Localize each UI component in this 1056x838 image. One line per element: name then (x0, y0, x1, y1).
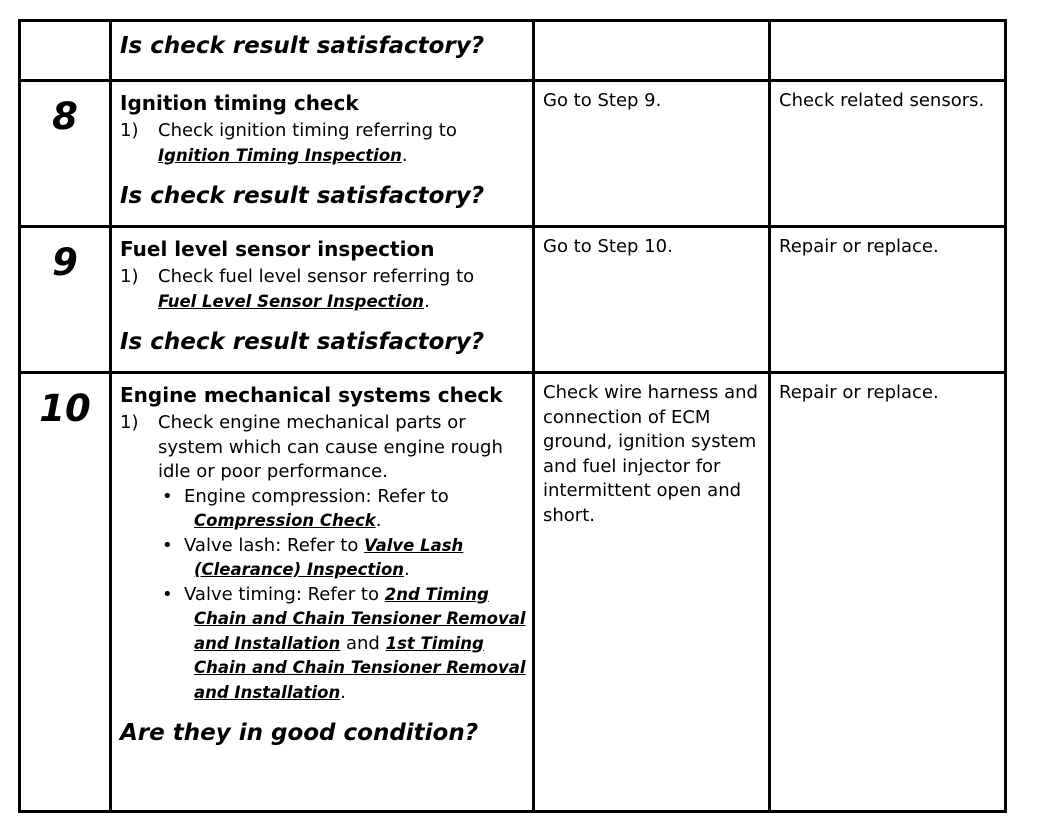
step-cell (20, 373, 111, 812)
yes-cell: Check wire harness and connection of ECM ground, ignition system and fuel injector for intermittent open and short. (534, 373, 770, 812)
fuel-level-sensor-inspection-link[interactable]: Fuel Level Sensor Inspection (158, 291, 425, 311)
action-cell (111, 81, 534, 227)
action-cell (111, 21, 534, 81)
step-number: 8 (52, 95, 78, 138)
table-row (20, 21, 1006, 81)
step-question: Is check result satisfactory? (120, 329, 485, 355)
step-question: Are they in good condition? (120, 720, 479, 746)
valve-lash-inspection-link[interactable]: Valve Lash (Clearance) Inspection (194, 535, 464, 579)
step-title: Ignition timing check (120, 91, 359, 115)
list-item: • Valve lash: Refer to Valve Lash (Clearance) Inspection. (162, 534, 464, 580)
no-cell: Repair or replace. (770, 227, 1006, 373)
table-row (20, 81, 1006, 227)
2nd-timing-chain-link[interactable]: 2nd Timing Chain and Chain Tensioner Removal and Installation (194, 584, 526, 653)
yes-cell: Go to Step 10. (534, 227, 770, 373)
yes-cell: Go to Step 9. (534, 81, 770, 227)
action-cell (111, 227, 534, 373)
troubleshooting-table (18, 19, 1007, 813)
list-item: 1) Check engine mechanical parts or system which can cause engine rough idle or poor performance. • Engine compression: Refer to Compression Check. • Valve lash: Refer to Valve Lash (Clearance) Inspection. • Valve timing: Refer to 2nd Timing Chain and Chain Tensioner Removal and Installation and 1st Timing Chain and Chain Tensioner Removal and Installation. (120, 411, 526, 705)
list-item: • Valve timing: Refer to 2nd Timing Chain and Chain Tensioner Removal and Installation and 1st Timing Chain and Chain Tensioner Removal and Installation. (162, 583, 526, 703)
step-cell (20, 81, 111, 227)
1st-timing-chain-link[interactable]: 1st Timing Chain and Chain Tensioner Removal and Installation (194, 633, 526, 702)
step-question: Is check result satisfactory? (120, 33, 485, 59)
no-cell: Repair or replace. (770, 373, 1006, 812)
ignition-timing-inspection-link[interactable]: Ignition Timing Inspection (158, 145, 402, 165)
compression-check-link[interactable]: Compression Check (194, 511, 376, 530)
action-cell (111, 373, 534, 812)
table-row (20, 227, 1006, 373)
step-title: Engine mechanical systems check (120, 383, 503, 407)
list-item: 1) Check ignition timing referring to Ignition Timing Inspection. (120, 120, 457, 166)
step-title: Fuel level sensor inspection (120, 237, 435, 261)
no-cell: Check related sensors. (770, 81, 1006, 227)
step-cell (20, 21, 111, 81)
table-row (20, 373, 1006, 812)
yes-cell (534, 21, 770, 81)
no-cell (770, 21, 1006, 81)
step-number: 10 (39, 387, 91, 430)
list-item: • Engine compression: Refer to Compression Check. (162, 485, 449, 531)
step-question: Is check result satisfactory? (120, 183, 485, 209)
list-item: 1) Check fuel level sensor referring to Fuel Level Sensor Inspection. (120, 266, 475, 312)
step-cell (20, 227, 111, 373)
sub-bullet-list (158, 485, 526, 706)
step-number: 9 (52, 241, 78, 284)
